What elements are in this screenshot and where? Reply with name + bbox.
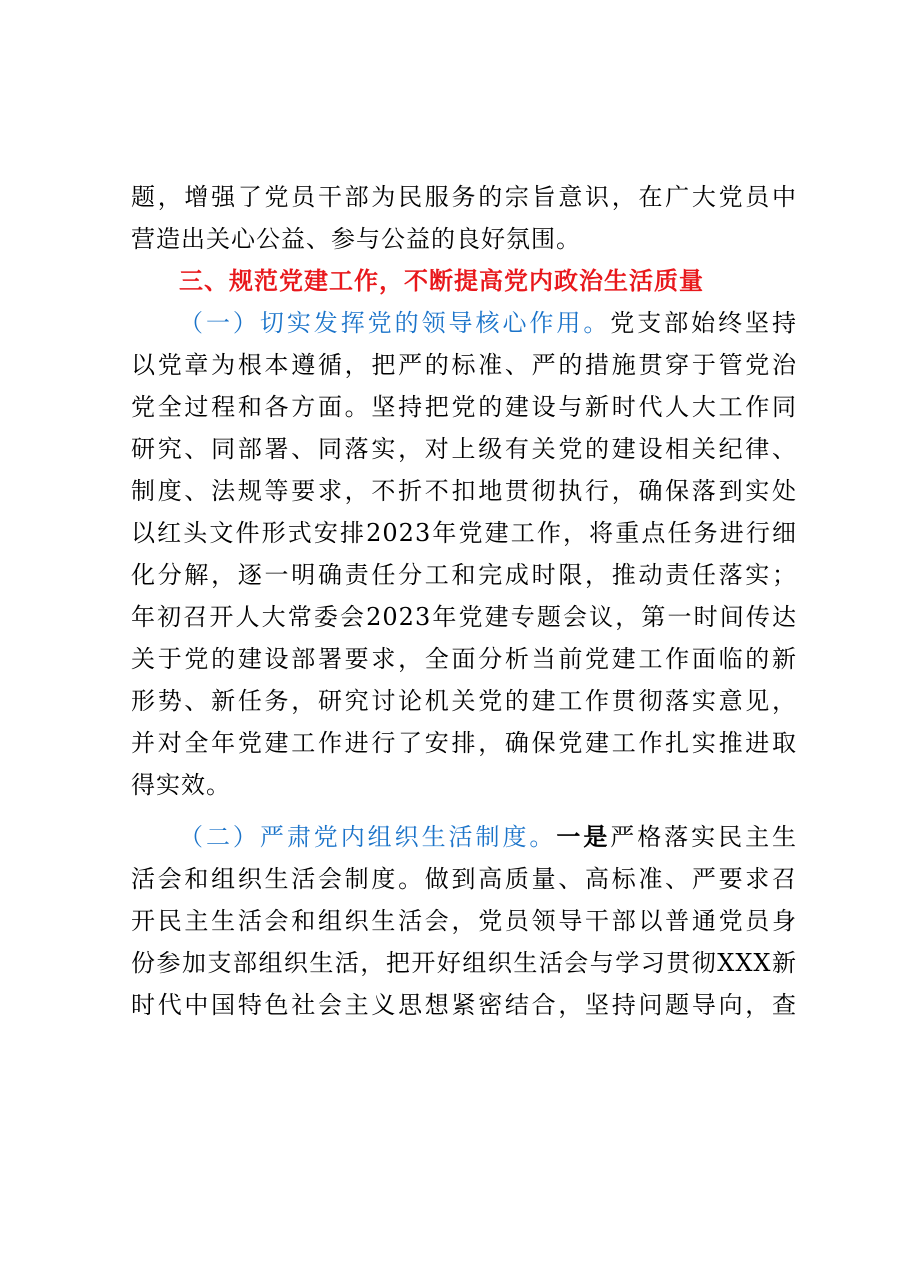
paragraph-first-line: [131, 816, 797, 858]
text-line: 题，增强了党员干部为民服务的宗旨意识，在广大党员中: [131, 183, 797, 211]
text-line: 年初召开人大常委会2023年党建专题会议，第一时间传达: [131, 603, 797, 631]
subsection-title: （一）切实发挥党的领导核心作用。: [179, 309, 611, 337]
subsection-title: （二）严肃党内组织生活制度。: [179, 823, 557, 851]
lead-phrase: 一是: [556, 823, 611, 851]
text-line: 得实效。: [131, 771, 231, 799]
text-line: 化分解，逐一明确责任分工和完成时限，推动责任落实；: [131, 561, 797, 589]
text-line: 研究、同部署、同落实，对上级有关党的建设相关纪律、: [131, 435, 797, 463]
text-run: 严格落实民主生: [610, 823, 798, 851]
paragraph-first-line: [131, 302, 797, 344]
text-line: 形势、新任务，研究讨论机关党的建工作贯彻落实意见，: [131, 687, 797, 715]
text-line: 并对全年党建工作进行了安排，确保党建工作扎实推进取: [131, 729, 797, 757]
text-line: 关于党的建设部署要求，全面分析当前党建工作面临的新: [131, 645, 797, 673]
paragraph-subsection-2: [131, 816, 797, 1026]
paragraph-subsection-1: [131, 302, 797, 806]
paragraph-continued: [131, 176, 797, 260]
section-heading: 三、规范党建工作，不断提高党内政治生活质量: [179, 267, 704, 295]
text-line: 以红头文件形式安排2023年党建工作，将重点任务进行细: [131, 519, 797, 547]
text-line: 营造出关心公益、参与公益的良好氛围。: [131, 225, 581, 253]
text-run: 党支部始终坚持: [610, 309, 798, 337]
text-line: 党全过程和各方面。坚持把党的建设与新时代人大工作同: [131, 393, 797, 421]
text-line: 制度、法规等要求，不折不扣地贯彻执行，确保落到实处: [131, 477, 797, 505]
text-line: 时代中国特色社会主义思想紧密结合，坚持问题导向，查: [131, 991, 797, 1019]
text-line: 以党章为根本遵循，把严的标准、严的措施贯穿于管党治: [131, 351, 797, 379]
text-line: 活会和组织生活会制度。做到高质量、高标准、严要求召: [131, 865, 797, 893]
document-body: [131, 176, 797, 1026]
text-line: 份参加支部组织生活，把开好组织生活会与学习贯彻XXX新: [131, 949, 797, 977]
paragraph-gap: [131, 806, 797, 816]
text-line: 开民主生活会和组织生活会，党员领导干部以普通党员身: [131, 907, 797, 935]
